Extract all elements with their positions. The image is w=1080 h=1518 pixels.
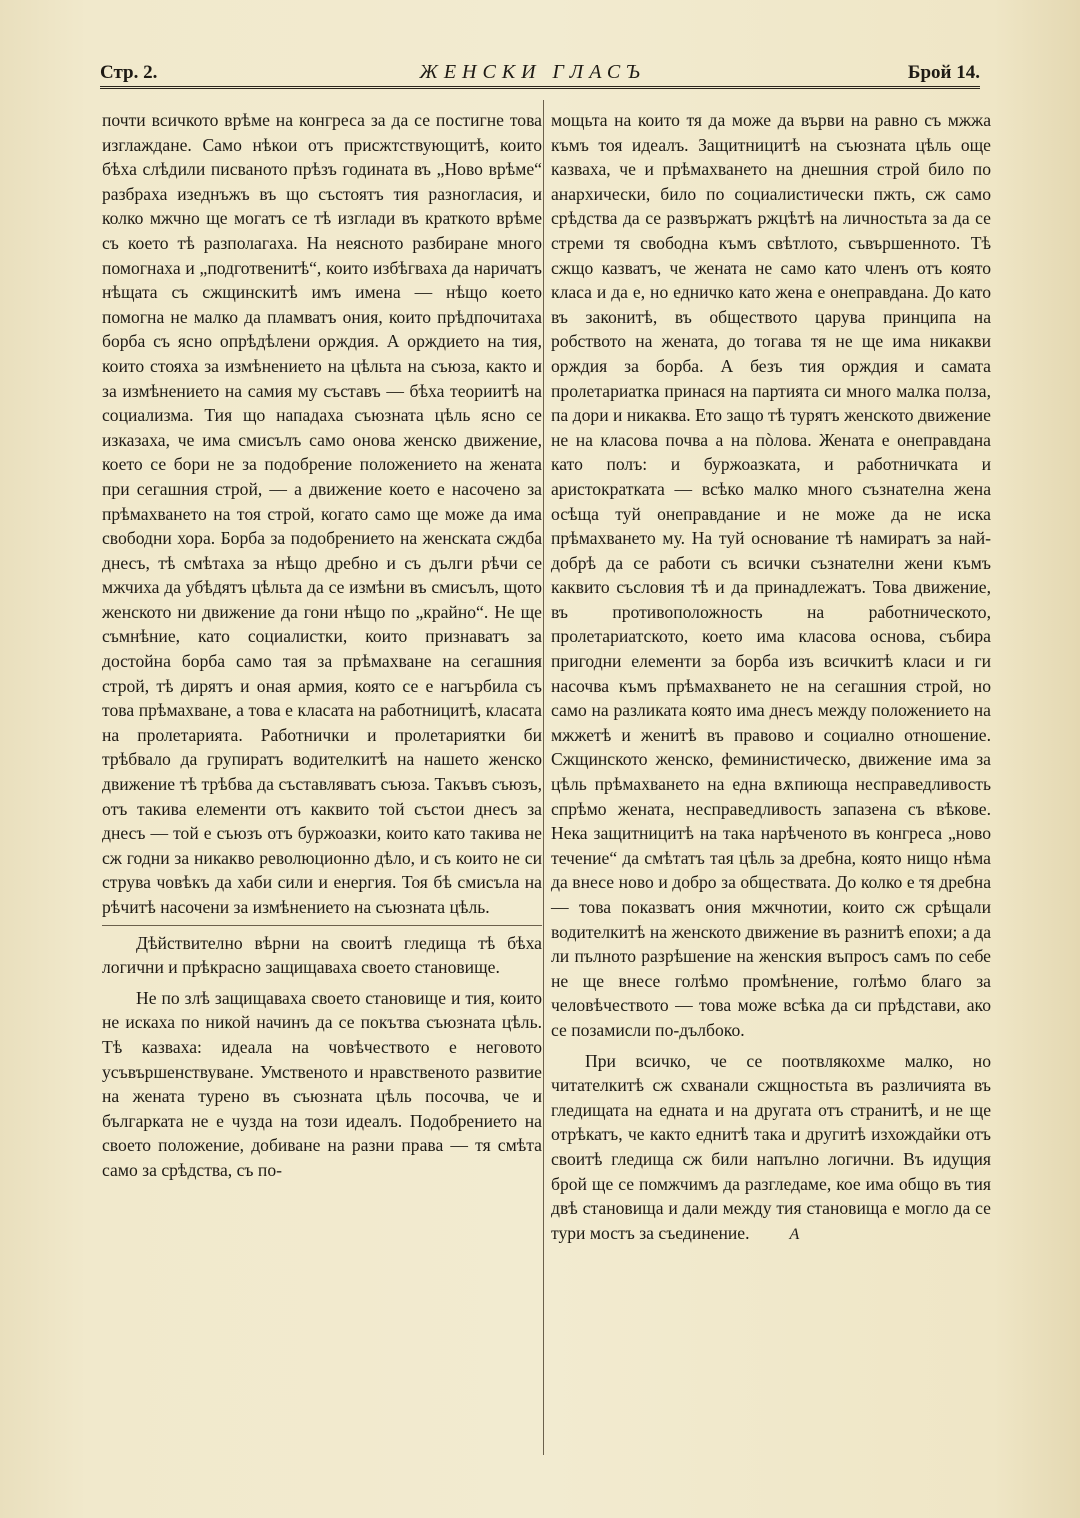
right-paragraph-2-text: При всичко, че се поотвлякохме малко, но читателкитѣ сж схванали сжщностьта въ различията въ гледищата на едната и на другата отъ странитѣ, и не ще отрѣкатъ, че както еднитѣ така и другитѣ изхождайки отъ своитѣ гледища сж били напълно логични. Въ идущия брой ще се помжчимъ да разгледаме, кое има общо въ тия двѣ становища и дали между тия становища е могло да се тури мостъ за съединение. — [551, 1050, 991, 1243]
right-paragraph-2 — [551, 1049, 991, 1248]
header-rule — [100, 86, 980, 89]
right-paragraph-1: мощьта на които тя да може да върви на равно съ мжжа къмъ тоя идеалъ. Защитницитѣ на съюзната цѣль още казваха, че и прѣмахването на днешния строй било по анархически, било по социалистически пжть, сж само срѣдства да се развържатъ ржцѣтѣ на личностьта за да се стреми тя свободна къмъ свѣтлото, съвършенното. Тѣ сжщо казватъ, че жената не само като членъ отъ която класа и да е, но едничко като жена е онеправдана. До като въ законитѣ, въ обществото царува принципа на робството на жената, до тогава тя не ще има никакви орждия за борба. А безъ тия орждия и самата пролетариатка принася на партията си много малка полза, па дори и никаква. Ето защо тѣ турятъ женското движение не на класова почва а на пòлова. Жената е онеправдана като полъ: и буржоазката, и работничката и аристократката — всѣко малко много съзнателна жена осѣща туй онеправдание и не може да не иска прѣмахването му. На туй основание тѣ намиратъ за най-добрѣ да се работи съ всички съзнателни жени къмъ каквито съсловия тѣ и да принадлежатъ. Това движение, въ противоположность на работническото, пролетариатското, което има класова основа, събира пригодни елементи за борба изъ всичкитѣ класи и ги насочва къмъ прѣмахването не на сегашния строй, но само на разликата която има днесъ между положението на мжжетѣ и женитѣ въ правово и социално отношение. Сжщинското женско, феминистическо, движение има за цѣль прѣмахването на една вѫпиюща несправедливость спрѣмо жената, несправедливость запазена съ вѣкове. Нека защитницитѣ на така нарѣченото въ конгреса „ново течение“ да смѣтатъ тая цѣль за дребна, която нищо нѣма да внесе ново и добро за обществата. До колко е тя дребна — това показватъ ония мжчнотии, които сж срѣщали водителкитѣ на женското движение въ разнитѣ епохи; а да ли пълното разрѣшение на женския въпросъ самъ по себе не ще внесе голѣмо промѣнение, голѣмо благо за человѣчеството — това може всѣка да си прѣдстави, ако се позамисли по-дълбоко. — [551, 110, 991, 1040]
left-paragraph-2: Дѣйствително вѣрни на своитѣ гледища тѣ бѣха логични и прѣкрасно защищаваха своето становище. — [102, 932, 542, 978]
continuation-mark: А — [789, 1225, 800, 1243]
left-paragraph-1: почти всичкото врѣме на конгреса за да се постигне това изглаждане. Само нѣкои отъ присжтствующитѣ, които бѣха слѣдили писваното прѣзъ годината въ „Ново врѣме“ разбраха изеднъжъ въ що състоятъ тия разногласия, и колко мжчно ще могатъ се тѣ изглади въ краткото врѣме съ което тѣ разполагаха. На неясното разбиране много помогнаха и „подготвенитѣ“, които избѣгваха да наричатъ нѣщата съ сжщинскитѣ имъ имена — нѣщо което помогна не малко да пламватъ ония, които прѣдпочитаха борба съ ясно опрѣдѣлени орждия. А орждието на тия, които стояха за измѣнението на цѣльта на съюза, както и за измѣнението на самия му съставъ — бѣха теориитѣ на социализма. Тия що нападаха съюзната цѣль ясно се изказаха, че има смисълъ само онова женско движение, което се бори не за подобрение положението на жената при сегашния строй, — а движение което е насочено за прѣмахването на тоя строй, когато само ще може да има свободни хора. Борба за подобрението на женската сждба днесъ, тѣ смѣтаха за нѣщо дребно и съ дълги рѣчи се мжчиха да убѣдятъ цѣльта да се измѣни въ смисълъ, щото женското ни движение да гони нѣщо по „крайно“. Не ще съмнѣние, като социалистки, които признаватъ за достойна борба само тая за прѣмахване на сегашния строй, тѣ дирятъ и оная армия, която се е нагърбила съ това прѣмахване, а това е класата на работницитѣ, класата на пролетарията. Работнички и пролетариятки би трѣбвало да групиратъ водителкитѣ на нашето женско движение тѣ трѣбва да съставляватъ съюза. Такъвъ съюзъ, отъ такива елементи отъ каквито той състои днесъ за днесъ — той е съюзъ отъ буржоазки, които като такива не сж годни за никакво революционно дѣло, и съ които не си струва човѣкъ да хаби сили и енергия. Тоя бѣ смисъла на рѣчитѣ насочени за измѣнението на съюзната цѣль. — [102, 110, 542, 917]
left-paragraph-3: Не по злѣ защищаваха своето становище и тия, които не искаха по никой начинъ да се покътва съюзната цѣль. Тѣ казваха: идеала на човѣчеството е неговото усъвършенствуване. Умственото и нравственото развитие на жената турено въ съюзната цѣль посочва, че и българката не е чузда на този идеалъ. Подобрението на своето положение, добиване на разни права — тя смѣта само за срѣдства, съ по- — [102, 987, 542, 1180]
column-divider — [543, 100, 544, 1455]
issue-number: Брой 14. — [907, 62, 980, 83]
right-column — [551, 108, 991, 1247]
page-header — [100, 54, 980, 84]
left-column — [102, 108, 542, 1183]
page-number: Стр. 2. — [100, 62, 158, 83]
newspaper-title: ЖЕНСКИ ГЛАСЪ — [419, 61, 646, 83]
section-divider — [102, 925, 542, 926]
